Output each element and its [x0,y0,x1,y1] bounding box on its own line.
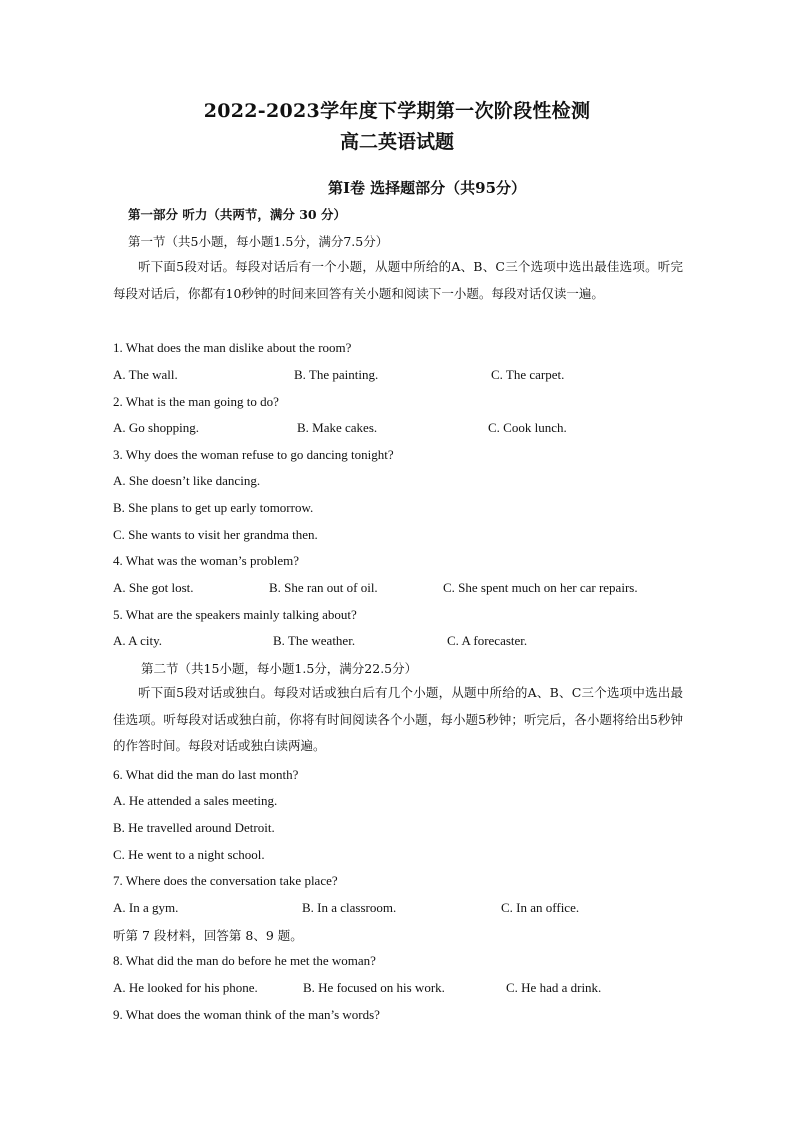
question-7-option-c[interactable]: C. In an office. [501,900,580,915]
question-2-option-b[interactable]: B. Make cakes. [297,420,378,435]
question-1-option-b[interactable]: B. The painting. [294,367,379,382]
question-4-option-b[interactable]: B. She ran out of oil. [269,580,378,595]
volume-title: 第I卷 选择题部分（共95分） [327,179,527,197]
question-1-option-a[interactable]: A. The wall. [113,367,178,382]
question-8-option-c[interactable]: C. He had a drink. [506,980,602,995]
material-note: 听第 7 段材料，回答第 8、9 题。 [113,928,303,943]
question-6-option-a[interactable]: A. He attended a sales meeting. [113,793,278,808]
question-6-option-c[interactable]: C. He went to a night school. [113,847,265,862]
question-4-stem: 4. What was the woman’s problem? [113,553,300,568]
question-3-option-b[interactable]: B. She plans to get up early tomorrow. [113,500,314,515]
question-3-option-c[interactable]: C. She wants to visit her grandma then. [113,527,318,542]
question-1-stem: 1. What does the man dislike about the room? [113,340,352,355]
question-9-stem: 9. What does the woman think of the man’s words? [113,1007,380,1022]
question-5-option-c[interactable]: C. A forecaster. [447,633,528,648]
question-3-stem: 3. Why does the woman refuse to go dancing tonight? [113,447,394,462]
question-6-option-b[interactable]: B. He travelled around Detroit. [113,820,275,835]
question-8-option-b[interactable]: B. He focused on his work. [303,980,445,995]
question-5-option-a[interactable]: A. A city. [113,633,162,648]
question-8-option-a[interactable]: A. He looked for his phone. [113,980,258,995]
question-7-option-a[interactable]: A. In a gym. [113,900,179,915]
question-4-option-a[interactable]: A. She got lost. [113,580,194,595]
section2-heading: 第二节（共15小题，每小题1.5分，满分22.5分） [141,661,418,676]
question-4-option-c[interactable]: C. She spent much on her car repairs. [443,580,638,595]
question-8-stem: 8. What did the man do before he met the woman? [113,953,376,968]
question-2-stem: 2. What is the man going to do? [113,394,279,409]
question-2-option-c[interactable]: C. Cook lunch. [488,420,567,435]
exam-subtitle: 高二英语试题 [339,131,454,153]
question-5-stem: 5. What are the speakers mainly talking about? [113,607,357,622]
question-7-stem: 7. Where does the conversation take place? [113,873,338,888]
section1-heading: 第一节（共5小题，每小题1.5分，满分7.5分） [128,234,389,249]
section1-instructions: 听下面5段对话。每段对话后有一个小题，从题中所给的A、B、C三个选项中选出最佳选项。听完每段对话后，你都有10秒钟的时间来回答有关小题和阅读下一小题。每段对话仅读一遍。 [113,259,683,301]
part1-heading: 第一部分 听力（共两节，满分 30 分） [128,207,346,222]
section2-instructions: 听下面5段对话或独白。每段对话或独白后有几个小题，从题中所给的A、B、C三个选项中选出最佳选项。听每段对话或独白前，你将有时间阅读各个小题，每小题5秒钟；听完后，各小题将给出5秒钟的作答时间。每段对话或独白读两遍。 [113,685,683,754]
question-1-option-c[interactable]: C. The carpet. [491,367,565,382]
question-2-option-a[interactable]: A. Go shopping. [113,420,199,435]
question-5-option-b[interactable]: B. The weather. [273,633,356,648]
exam-title: 2022-2023学年度下学期第一次阶段性检测 [203,100,591,122]
question-6-stem: 6. What did the man do last month? [113,767,299,782]
question-7-option-b[interactable]: B. In a classroom. [302,900,397,915]
question-3-option-a[interactable]: A. She doesn’t like dancing. [113,473,261,488]
